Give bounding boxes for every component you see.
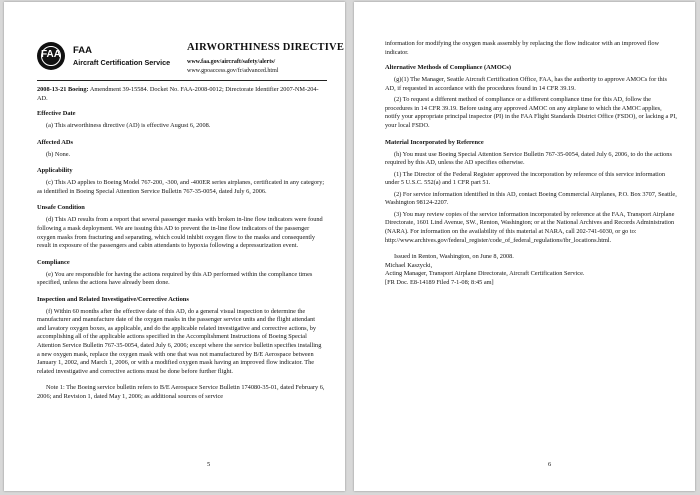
faa-subtitle: Aircraft Certification Service	[73, 58, 171, 67]
page-number: 5	[207, 461, 211, 468]
header-rule	[37, 80, 327, 81]
heading-affected-ads: Affected ADs	[37, 138, 74, 146]
ad-lead-paragraph	[37, 86, 325, 103]
header-url-gpo[interactable]: www.gpoaccess.gov/fr/advanced.html	[187, 68, 279, 74]
seal-text: FAA	[41, 49, 61, 60]
heading-compliance: Compliance	[37, 258, 70, 266]
faa-name: FAA	[73, 45, 92, 56]
heading-material-incorporated: Material Incorporated by Reference	[385, 138, 484, 146]
heading-effective-date: Effective Date	[37, 110, 76, 118]
left-page-body	[37, 86, 325, 404]
ad-lead-text: Amendment 39-15584. Docket No. FAA-2008-0012; Directorate Identifier 2007-NM-204-AD.	[37, 86, 319, 102]
paragraph-h2: (2) For service information identified in this AD, contact Boeing Commercial Airplanes, P.O. Box 3707, Seattle, Washington 98124-2207.	[385, 190, 677, 207]
right-page-body	[385, 40, 677, 287]
heading-inspection: Inspection and Related Investigative/Corrective Actions	[37, 295, 189, 303]
paragraph-g1: (g)(1) The Manager, Seattle Aircraft Certification Office, FAA, has the authority to approve AMOCs for this AD, if requested in accordance with the procedures found in 14 CFR 39.19.	[385, 76, 667, 92]
document-page-5	[4, 2, 345, 491]
paragraph-h3: (3) You may review copies of the service information incorporated by reference at the FAA, Transport Airplane Directorate, 1601 Lind Avenue, SW., Renton, Washington; or at the National Archives and Records Administration (NARA). For information on the availability of this material at NARA, call 202-741-6030, or go to: http://www.archives.gov/federal_register/code_of_federal_regulations/ibr_locations.html.	[385, 210, 675, 244]
paragraph-e: (e) You are responsible for having the actions required by this AD performed within the compliance times specified, unless the actions have already been done.	[37, 270, 313, 287]
heading-unsafe-condition: Unsafe Condition	[37, 204, 85, 212]
faa-seal-icon	[37, 42, 65, 70]
ad-number: 2008-13-21 Boeing:	[37, 86, 89, 93]
paragraph-a: (a) This airworthiness directive (AD) is effective August 6, 2008.	[46, 122, 211, 130]
document-page-6	[354, 2, 695, 491]
note-1-continued: information for modifying the oxygen mask assembly by replacing the flow indicator with an improved flow indicator.	[385, 40, 660, 56]
paragraph-h1: (1) The Director of the Federal Register approved the incorporation by reference of this service information under 5 U.S.C. 552(a) and 1 CFR part 51.	[385, 170, 666, 187]
heading-applicability: Applicability	[37, 167, 73, 175]
paragraph-c: (c) This AD applies to Boeing Model 767-200, -300, and -400ER series airplanes, certificated in any category; as identified in Boeing Special Attention Service Bulletin 767-35-0054, dated July 6, 2006.	[37, 179, 325, 195]
paragraph-b: (b) None.	[46, 150, 71, 158]
paragraph-f: (f) Within 60 months after the effective date of this AD, do a general visual inspection to determine the manufacturer and manufacture date of the oxygen masks in the passenger service units and the flight attendant and lavatory oxygen boxes, as applicable, and do the applicable related investigative and corrective actions, by accomplishing all of the applicable actions specified in the Accomplishment Instructions of Boeing Special Attention Service Bulletin 767-35-0054, dated July 6, 2006; except where the service bulletin specifies installing a new oxygen mask, replace the oxygen mask with one that was not manufactured by B/E Aerospace between January 1, 2002, and March 1, 2006, or with a modified oxygen mask having an improved flow indicator. The related investigative and corrective actions must be done before further flight.	[37, 307, 322, 375]
paragraph-d: (d) This AD results from a report that several passenger masks with broken in-line flow indicators were found following a mask deployment. We are issuing this AD to prevent the in-line flow indicators of the passenger oxygen masks from fracturing and separating, which could inhibit oxygen flow to the masks and consequently result in exposure of the passengers and cabin attendants to hypoxia following a depressurization event.	[37, 216, 323, 250]
note-1: Note 1: The Boeing service bulletin refers to B/E Aerospace Service Bulletin 174080-35-01, dated February 6, 2006; and Revision 1, dated May 1, 2006; as additional sources of service	[37, 384, 325, 400]
page-number: 6	[548, 461, 552, 468]
document-title: AIRWORTHINESS DIRECTIVE	[187, 42, 345, 53]
heading-amocs: Alternative Methods of Compliance (AMOCs)	[385, 64, 512, 72]
ad-header	[37, 42, 345, 82]
issued-line: Issued in Renton, Washington, on June 8, 2008.	[394, 253, 514, 261]
signer-title: Acting Manager, Transport Airplane Directorate, Aircraft Certification Service.	[385, 270, 585, 278]
signer-name: Michael Kaszycki,	[385, 261, 433, 269]
header-url-alerts[interactable]: www.faa.gov/aircraft/safety/alerts/	[187, 59, 276, 65]
paragraph-g2: (2) To request a different method of compliance or a different compliance time for this AD, follow the procedures in 14 CFR 39.19. Before using any approved AMOC on any airplane to which the AMOC applies, notify your appropriate principal inspector (PI) in the FAA Flight Standards District Office (FSDO), or lacking a PI, your local FSDO.	[385, 96, 677, 129]
fr-doc-line: [FR Doc. E8-14189 Filed 7-1-08; 8:45 am]	[385, 278, 494, 286]
paragraph-h: (h) You must use Boeing Special Attention Service Bulletin 767-35-0054, dated July 6, 2006, to do the actions required by this AD, unless the AD specifies otherwise.	[385, 150, 672, 167]
